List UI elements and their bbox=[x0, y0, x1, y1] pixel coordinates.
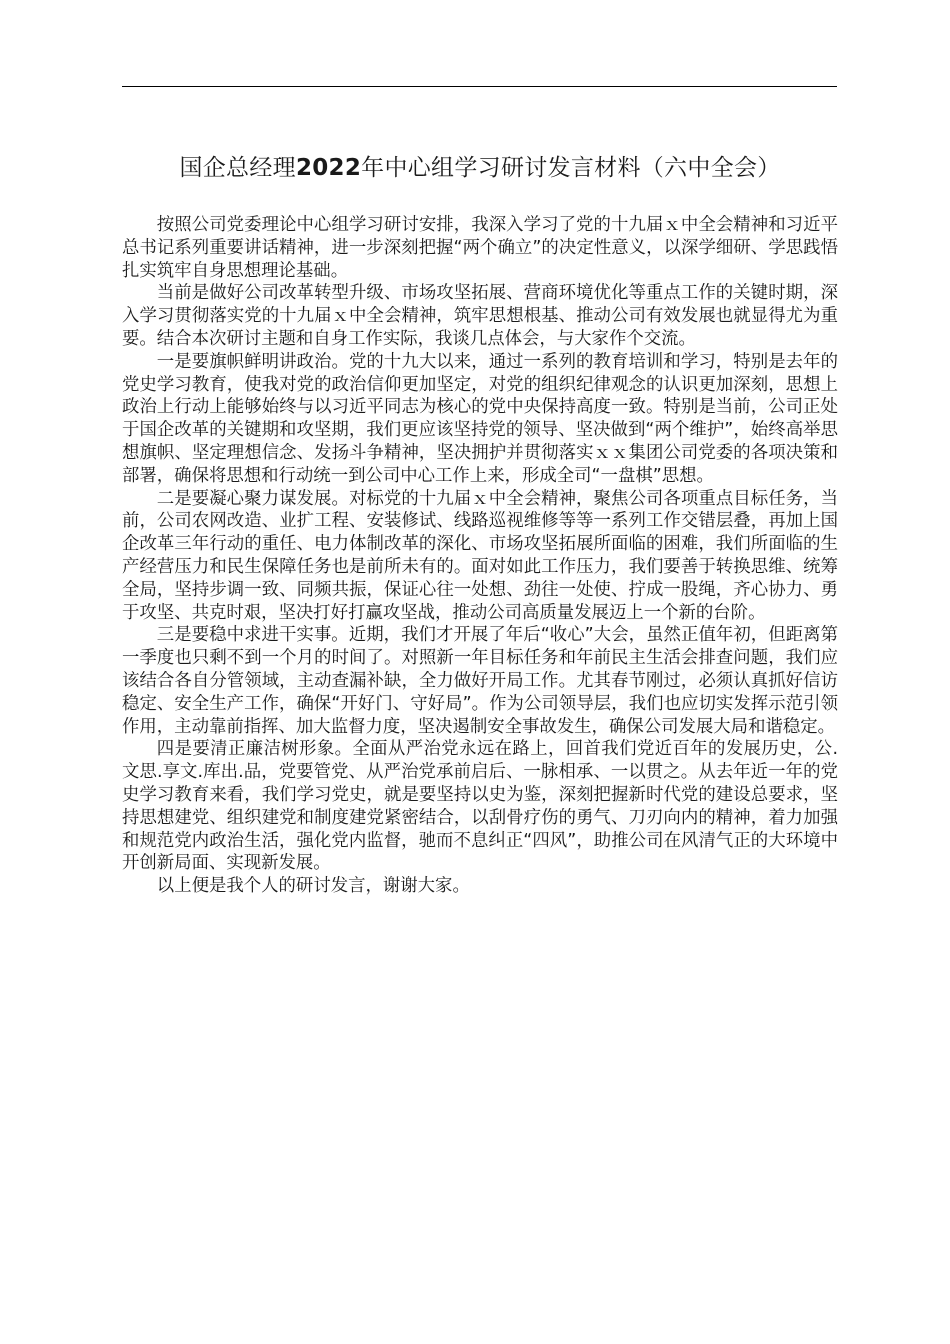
header-rule bbox=[122, 86, 837, 87]
paragraph-point-one: 一是要旗帜鲜明讲政治。党的十九大以来，通过一系列的教育培训和学习，特别是去年的党史学习教育，使我对党的政治信仰更加坚定，对党的组织纪律观念的认识更加深刻，思想上政治上行动上能够始终与以习近平同志为核心的党中央保持高度一致。特别是当前，公司正处于国企改革的关键期和攻坚期，我们更应该坚持党的领导、坚决做到“两个维护”，始终高举思想旗帜、坚定理想信念、发扬斗争精神，坚决拥护并贯彻落实ｘｘ集团公司党委的各项决策和部署，确保将思想和行动统一到公司中心工作上来，形成全司“一盘棋”思想。 bbox=[122, 351, 838, 486]
title-suffix: 年中心组学习研讨发言材料（六中全会） bbox=[361, 155, 781, 181]
paragraph-context: 当前是做好公司改革转型升级、市场攻坚拓展、营商环境优化等重点工作的关键时期，深入学习贯彻落实党的十九届ｘ中全会精神，筑牢思想根基、推动公司有效发展也就显得尤为重要。结合本次研讨主题和自身工作实际，我谈几点体会，与大家作个交流。 bbox=[122, 283, 838, 349]
title-prefix: 国企总经理 bbox=[179, 155, 296, 181]
paragraph-point-three: 三是要稳中求进干实事。近期，我们才开展了年后“收心”大会，虽然正值年初，但距离第一季度也只剩不到一个月的时间了。对照新一年目标任务和年前民主生活会排查问题，我们应该结合各自分管领域，主动查漏补缺，全力做好开局工作。尤其春节刚过，必须认真抓好信访稳定、安全生产工作，确保“开好门、守好局”。作为公司领导层，我们也应切实发挥示范引领作用，主动靠前指挥、加大监督力度，坚决遏制安全事故发生，确保公司发展大局和谐稳定。 bbox=[122, 625, 838, 737]
paragraph-intro: 按照公司党委理论中心组学习研讨安排，我深入学习了党的十九届ｘ中全会精神和习近平总书记系列重要讲话精神，进一步深刻把握“两个确立”的决定性意义，以深学细研、学思践悟扎实筑牢自身思想理论基础。 bbox=[122, 215, 838, 281]
paragraph-point-four: 四是要清正廉洁树形象。全面从严治党永远在路上，回首我们党近百年的发展历史，公.文思.享文.库出.品，党要管党、从严治党承前启后、一脉相承、一以贯之。从去年近一年的党史学习教育来看，我们学习党史，就是要坚持以史为鉴，深刻把握新时代党的建设总要求，坚持思想建党、组织建党和制度建党紧密结合，以刮骨疗伤的勇气、刀刃向内的精神，着力加强和规范党内政治生活，强化党内监督，驰而不息纠正“四风”，助推公司在风清气正的大环境中开创新局面、实现新发展。 bbox=[122, 739, 838, 874]
document-title bbox=[100, 148, 860, 188]
title-year: 2022 bbox=[295, 155, 362, 181]
paragraph-closing: 以上便是我个人的研讨发言，谢谢大家。 bbox=[156, 876, 470, 897]
paragraph-point-two: 二是要凝心聚力谋发展。对标党的十九届ｘ中全会精神，聚焦公司各项重点目标任务，当前，公司农网改造、业扩工程、安装修试、线路巡视维修等等一系列工作交错层叠，再加上国企改革三年行动的重任、电力体制改革的深化、市场攻坚拓展所面临的困难，我们所面临的生产经营压力和民生保障任务也是前所未有的。面对如此工作压力，我们要善于转换思维、统筹全局，坚持步调一致、同频共振，保证心往一处想、劲往一处使、拧成一股绳，齐心协力、勇于攻坚、共克时艰，坚决打好打赢攻坚战，推动公司高质量发展迈上一个新的台阶。 bbox=[122, 488, 838, 623]
document-body bbox=[122, 214, 838, 898]
